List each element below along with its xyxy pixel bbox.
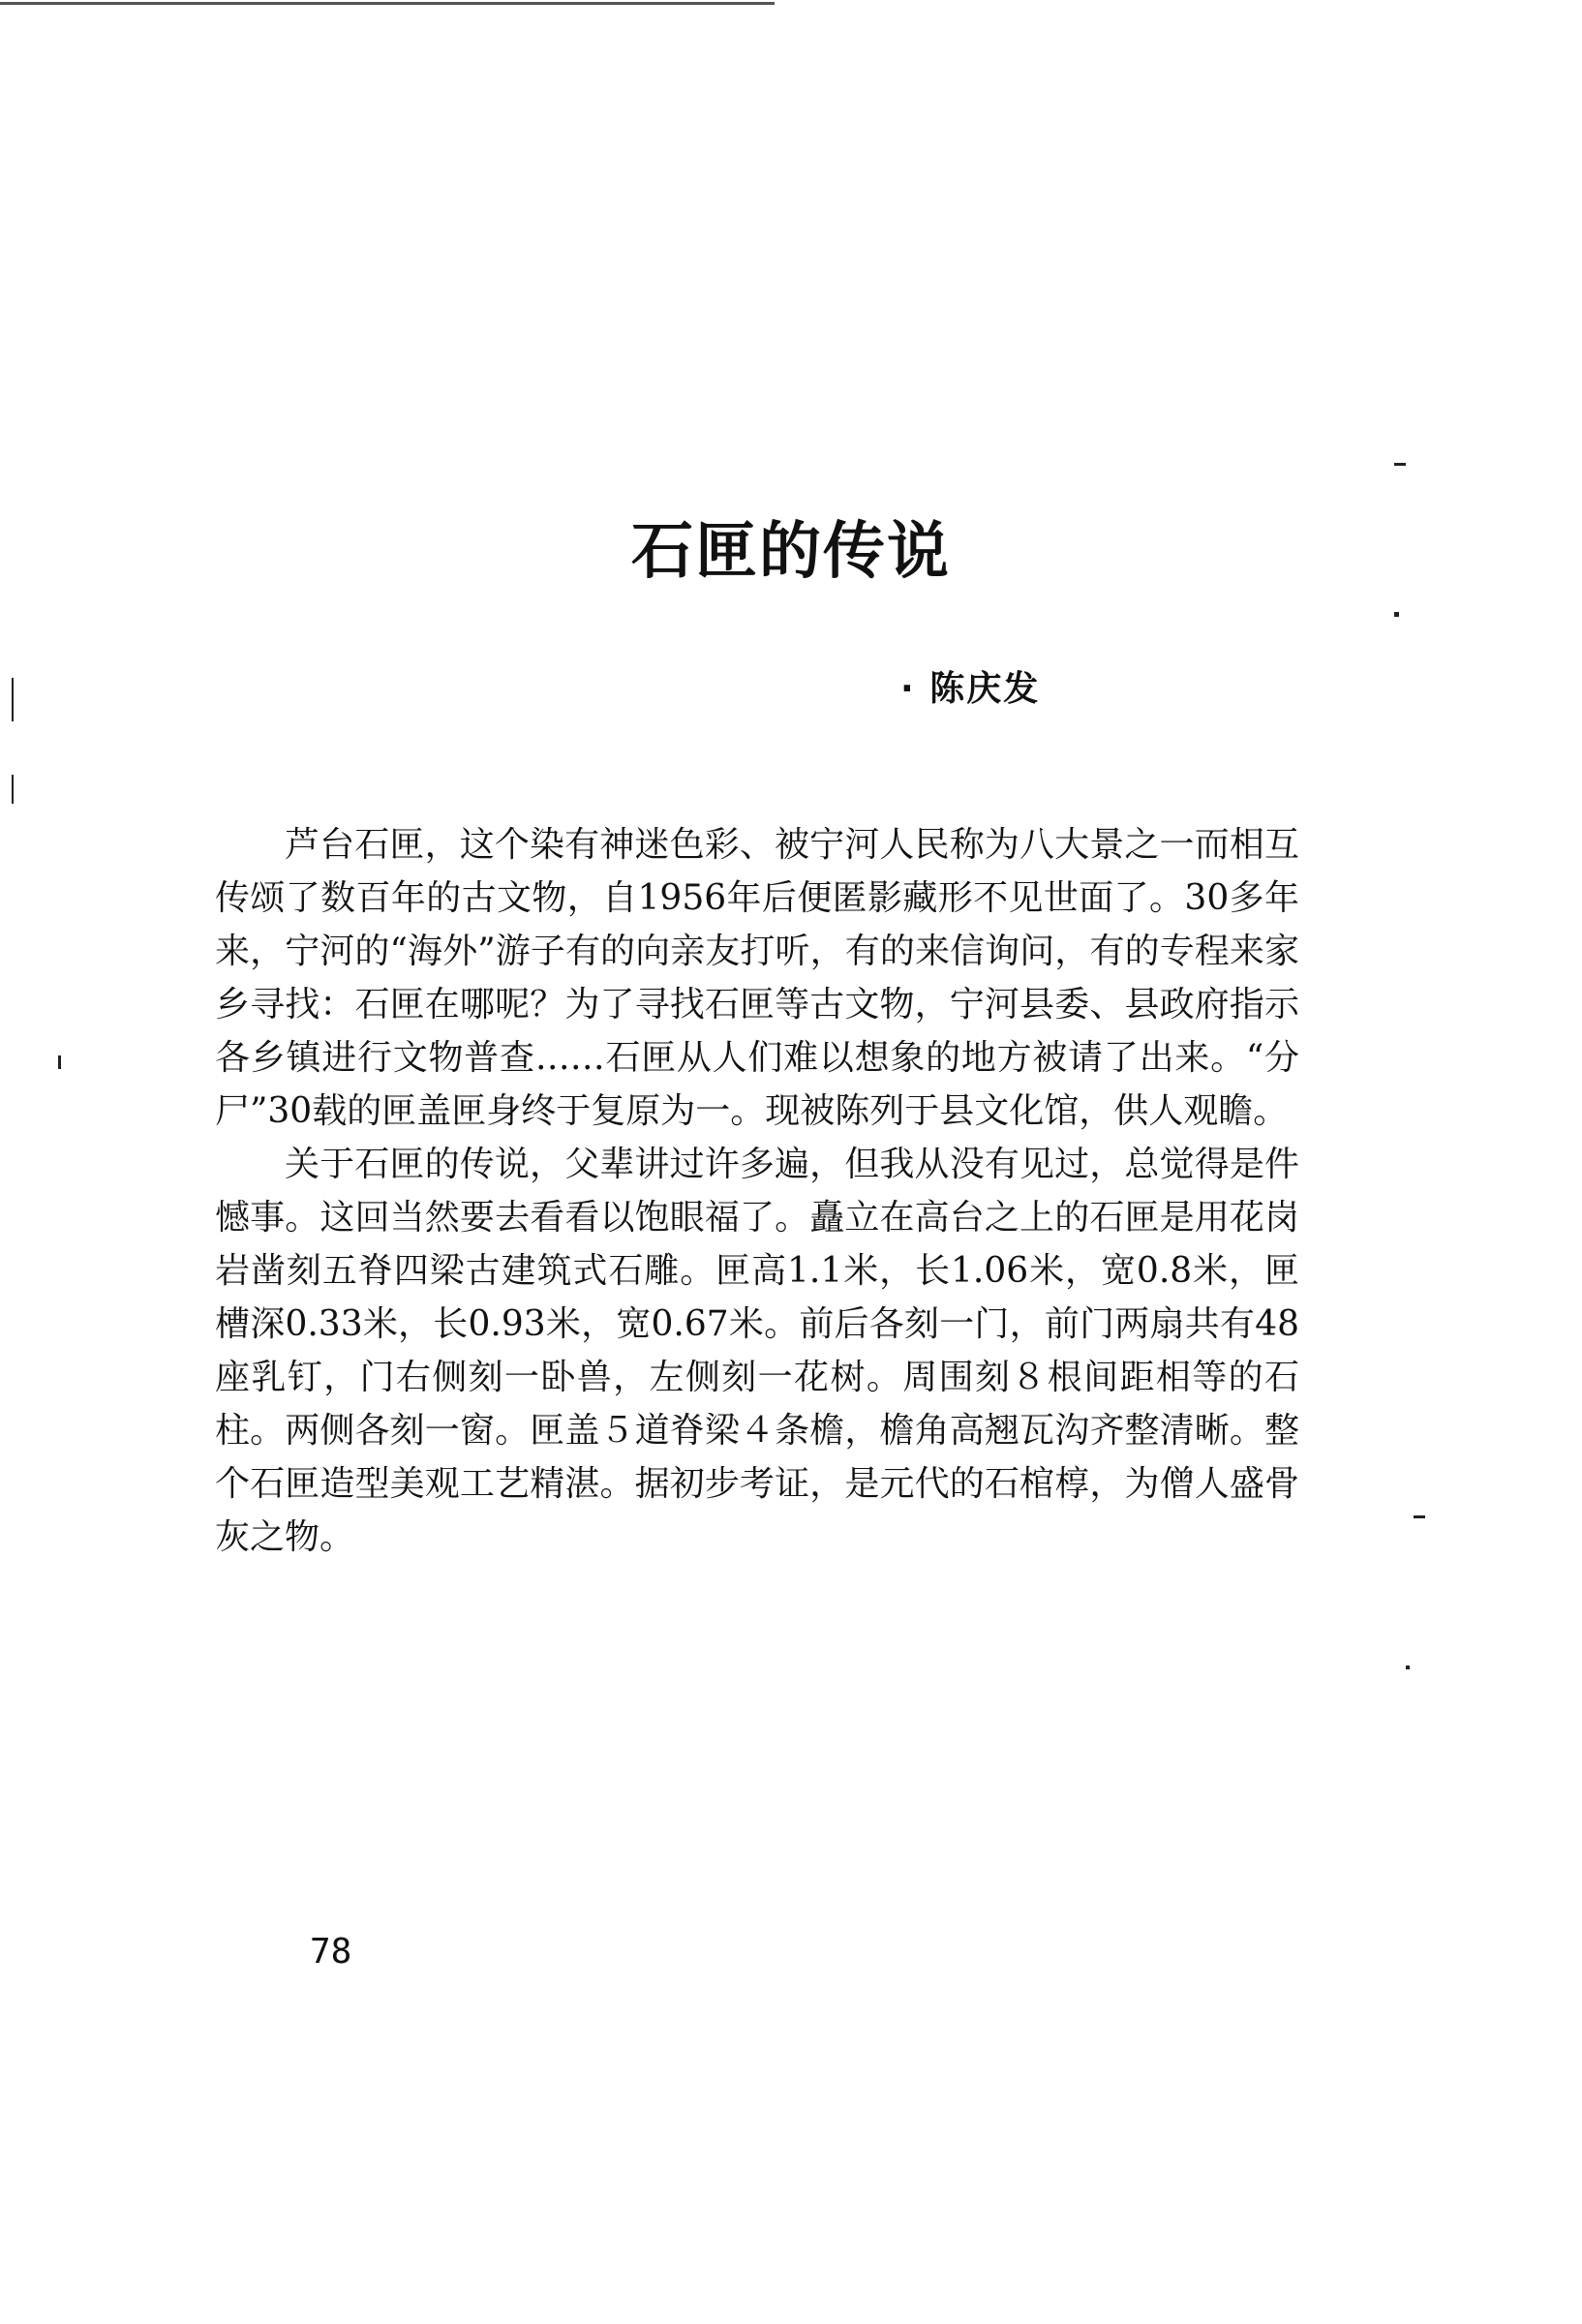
article-body — [215, 818, 1299, 1564]
paragraph-2: 关于石匣的传说，父辈讲过许多遍，但我从没有见过，总觉得是件憾事。这回当然要去看看以饱眼福了。矗立在高台之上的石匣是用花岗岩凿刻五脊四梁古建筑式石雕。匣高1.1米，长1.06米，宽0.8米，匣槽深0.33米，长0.93米，宽0.67米。前后各刻一门，前门两扇共有48座乳钉，门右侧刻一卧兽，左侧刻一花树。周围刻８根间距相等的石柱。两侧各刻一窗。匣盖５道脊梁４条檐，檐角高翘瓦沟齐整清晰。整个石匣造型美观工艺精湛。据初步考证，是元代的石棺椁，为僧人盛骨灰之物。 — [215, 1145, 1299, 1557]
top-rule — [0, 2, 775, 5]
scan-speck — [1406, 1666, 1410, 1669]
scan-speck — [12, 775, 14, 804]
article-author: · 陈庆发 — [900, 669, 1041, 709]
paragraph-1: 芦台石匣，这个染有神迷色彩、被宁河人民称为八大景之一而相互传颂了数百年的古文物，自1956年后便匿影藏形不见世面了。30多年来，宁河的“海外”游子有的向亲友打听，有的来信询问，有的专程来家乡寻找：石匣在哪呢？为了寻找石匣等古文物，宁河县委、县政府指示各乡镇进行文物普查……石匣从人们难以想象的地方被请了出来。“分尸”30载的匣盖匣身终于复原为一。现被陈列于县文化馆，供人观瞻。 — [215, 825, 1299, 1131]
scan-speck — [12, 678, 14, 721]
article-title: 石匣的传说 — [631, 516, 951, 588]
scan-speck — [1414, 1515, 1425, 1518]
scan-speck — [58, 1055, 61, 1069]
scan-speck — [1394, 463, 1406, 466]
scan-speck — [1394, 612, 1399, 617]
page-number: 78 — [310, 1932, 352, 1972]
